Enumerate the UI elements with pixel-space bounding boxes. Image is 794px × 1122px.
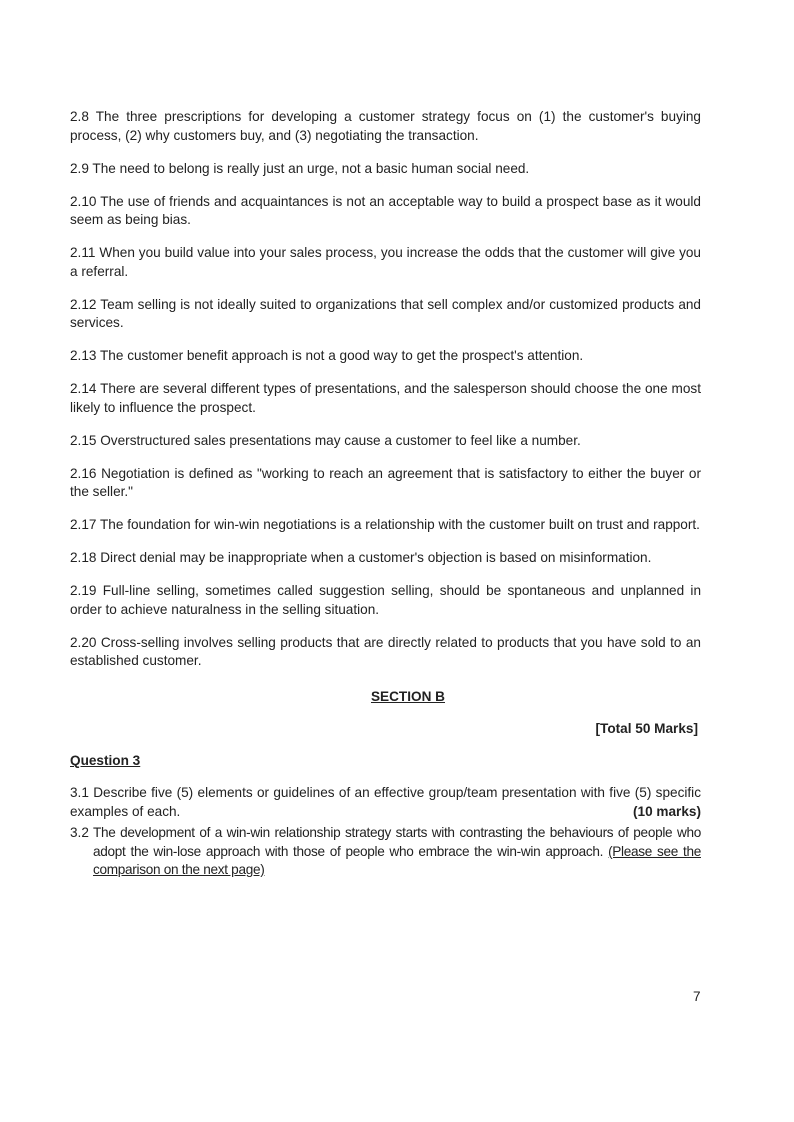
total-marks: [Total 50 Marks] bbox=[595, 721, 698, 736]
statement-2-8: 2.8 The three prescriptions for developing a customer strategy focus on (1) the customer's buying process, (2) why customers buy, and (3) negotiating the transaction. bbox=[70, 109, 701, 143]
true-false-statements bbox=[70, 108, 701, 685]
question-3-2-text: The development of a win-win relationship strategy starts with contrasting the behaviours of people who adopt the win-lose approach with those of people who embrace the win-win approach. bbox=[93, 825, 701, 859]
statement-2-9: 2.9 The need to belong is really just an urge, not a basic human social need. bbox=[70, 160, 530, 176]
statement-2-10: 2.10 The use of friends and acquaintances is not an acceptable way to build a prospect base as it would seem as being bias. bbox=[70, 193, 701, 227]
statement-2-16: 2.16 Negotiation is defined as "working to reach an agreement that is satisfactory to either the buyer or the seller." bbox=[70, 465, 701, 499]
question-heading: Question 3 bbox=[70, 753, 141, 768]
statement-2-17: 2.17 The foundation for win-win negotiations is a relationship with the customer built on trust and rapport. bbox=[70, 517, 700, 532]
statement-2-11: 2.11 When you build value into your sales process, you increase the odds that the customer will give you a referral. bbox=[70, 245, 701, 279]
question-3-1 bbox=[70, 784, 701, 821]
statement-2-12: 2.12 Team selling is not ideally suited to organizations that sell complex and/or customized products and services. bbox=[70, 296, 701, 330]
question-3-1-text: 3.1 Describe five (5) elements or guidelines of an effective group/team presentation with five (5) specific examples of each. bbox=[70, 785, 701, 819]
question-3-2 bbox=[70, 824, 701, 880]
section-title: SECTION B bbox=[370, 689, 445, 704]
question-3-2-number: 3.2 bbox=[70, 825, 89, 840]
question-3-1-marks: (10 marks) bbox=[632, 803, 701, 819]
statement-2-18: 2.18 Direct denial may be inappropriate when a customer's objection is based on misinformation. bbox=[70, 550, 652, 565]
statement-2-14: 2.14 There are several different types of presentations, and the salesperson should choose the one most likely to influence the prospect. bbox=[70, 381, 701, 415]
page-number: 7 bbox=[693, 989, 701, 1004]
statement-2-13: 2.13 The customer benefit approach is not a good way to get the prospect's attention. bbox=[70, 348, 584, 363]
statement-2-19: 2.19 Full-line selling, sometimes called suggestion selling, should be spontaneous and unplanned in order to achieve naturalness in the selling situation. bbox=[70, 583, 701, 617]
statement-2-15: 2.15 Overstructured sales presentations may cause a customer to feel like a number. bbox=[70, 432, 581, 448]
statement-2-20: 2.20 Cross-selling involves selling products that are directly related to products that you have sold to an established customer. bbox=[70, 634, 701, 668]
question-3-2-note: (Please see the comparison on the next page) bbox=[93, 843, 701, 877]
